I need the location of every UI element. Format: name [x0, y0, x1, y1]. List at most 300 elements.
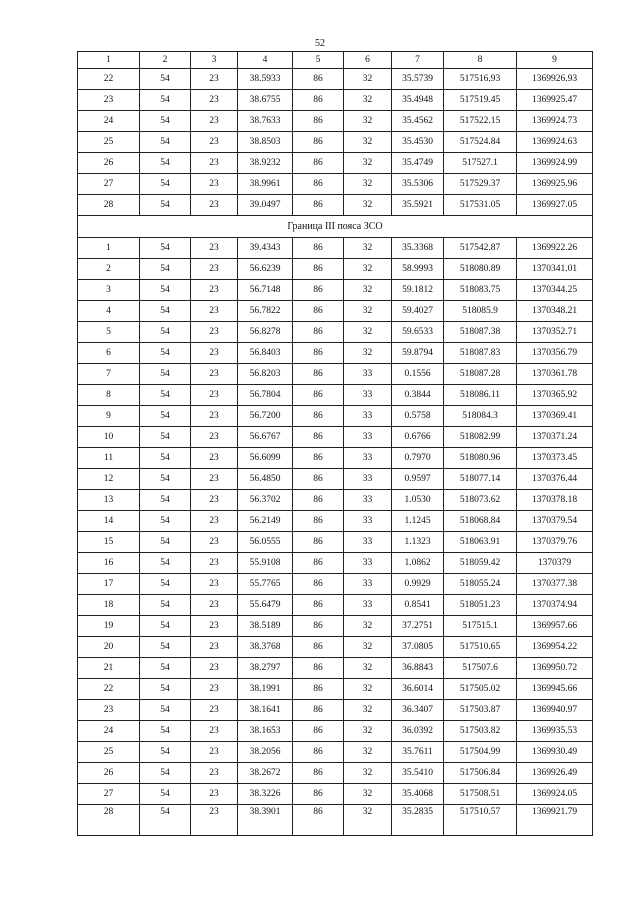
table-row: [78, 511, 593, 532]
table-cell: 25: [78, 742, 140, 763]
table-cell: 54: [140, 90, 191, 111]
table-cell: 23: [191, 111, 238, 132]
table-cell: 38.7633: [238, 111, 293, 132]
table-cell: 54: [140, 805, 191, 836]
table-row: [78, 153, 593, 174]
table-cell: 0.1556: [392, 364, 444, 385]
table-cell: 23: [191, 784, 238, 805]
table-cell: 59.6533: [392, 322, 444, 343]
table-cell: 37.0805: [392, 637, 444, 658]
table-cell: 27: [78, 174, 140, 195]
table-cell: 6: [78, 343, 140, 364]
table-cell: 2: [78, 259, 140, 280]
table-cell: 86: [293, 511, 344, 532]
table-cell: 86: [293, 532, 344, 553]
table-cell: 26: [78, 763, 140, 784]
table-cell: 517531.05: [444, 195, 517, 216]
table-row: [78, 490, 593, 511]
table-cell: 517505.02: [444, 679, 517, 700]
table-cell: 86: [293, 174, 344, 195]
table-cell: 36.3407: [392, 700, 444, 721]
table-cell: 86: [293, 69, 344, 90]
table-cell: 23: [191, 553, 238, 574]
table-cell: 18: [78, 595, 140, 616]
table-cell: 517516.93: [444, 69, 517, 90]
table-cell: 1370379: [517, 553, 593, 574]
table-cell: 35.2835: [392, 805, 444, 836]
table-cell: 23: [191, 343, 238, 364]
table-cell: 54: [140, 322, 191, 343]
table-cell: 23: [78, 700, 140, 721]
table-cell: 32: [344, 301, 392, 322]
table-cell: 1370341.01: [517, 259, 593, 280]
table-cell: 518087.83: [444, 343, 517, 364]
table-cell: 13: [78, 490, 140, 511]
table-cell: 1.1323: [392, 532, 444, 553]
table-cell: 1370374.94: [517, 595, 593, 616]
table-cell: 1369957.66: [517, 616, 593, 637]
table-cell: 32: [344, 259, 392, 280]
table-cell: 32: [344, 153, 392, 174]
table-cell: 23: [191, 742, 238, 763]
table-cell: 86: [293, 132, 344, 153]
table-cell: 86: [293, 679, 344, 700]
table-cell: 56.8278: [238, 322, 293, 343]
table-cell: 1369924.63: [517, 132, 593, 153]
table-cell: 0.3844: [392, 385, 444, 406]
table-cell: 20: [78, 637, 140, 658]
table-cell: 1369927.05: [517, 195, 593, 216]
table-cell: 23: [191, 448, 238, 469]
table-cell: 33: [344, 490, 392, 511]
table-row: [78, 364, 593, 385]
table-cell: 23: [191, 763, 238, 784]
table-cell: 86: [293, 322, 344, 343]
table-cell: 518055.24: [444, 574, 517, 595]
table-cell: 86: [293, 742, 344, 763]
table-cell: 56.7804: [238, 385, 293, 406]
table-cell: 32: [344, 784, 392, 805]
table-row: [78, 280, 593, 301]
column-header: 4: [238, 52, 293, 69]
table-cell: 86: [293, 805, 344, 836]
table-cell: 1369924.99: [517, 153, 593, 174]
table-cell: 1369922.26: [517, 238, 593, 259]
table-cell: 518063.91: [444, 532, 517, 553]
table-cell: 10: [78, 427, 140, 448]
table-row: [78, 69, 593, 90]
table-cell: 86: [293, 637, 344, 658]
table-cell: 54: [140, 406, 191, 427]
table-row: [78, 238, 593, 259]
column-header: 8: [444, 52, 517, 69]
table-row: [78, 700, 593, 721]
table-cell: 23: [78, 90, 140, 111]
table-cell: 28: [78, 805, 140, 836]
coordinates-table: [77, 51, 593, 836]
table-cell: 54: [140, 553, 191, 574]
table-cell: 518087.38: [444, 322, 517, 343]
table-cell: 54: [140, 469, 191, 490]
table-cell: 54: [140, 784, 191, 805]
table-cell: 24: [78, 111, 140, 132]
table-cell: 518086.11: [444, 385, 517, 406]
table-cell: 54: [140, 595, 191, 616]
table-cell: 23: [191, 153, 238, 174]
table-cell: 1370344.25: [517, 280, 593, 301]
table-cell: 54: [140, 364, 191, 385]
table-cell: 36.8843: [392, 658, 444, 679]
table-cell: 1370379.54: [517, 511, 593, 532]
table-cell: 17: [78, 574, 140, 595]
table-cell: 33: [344, 385, 392, 406]
table-cell: 23: [191, 658, 238, 679]
table-cell: 33: [344, 511, 392, 532]
table-cell: 1369945.66: [517, 679, 593, 700]
table-cell: 517519.45: [444, 90, 517, 111]
table-cell: 54: [140, 427, 191, 448]
table-cell: 1370348.21: [517, 301, 593, 322]
table-cell: 22: [78, 679, 140, 700]
table-cell: 517510.65: [444, 637, 517, 658]
table-cell: 23: [191, 469, 238, 490]
table-cell: 86: [293, 427, 344, 448]
table-cell: 4: [78, 301, 140, 322]
table-cell: 1370379.76: [517, 532, 593, 553]
table-cell: 517506.84: [444, 763, 517, 784]
table-row: [78, 385, 593, 406]
table-cell: 1369935.53: [517, 721, 593, 742]
table-cell: 26: [78, 153, 140, 174]
table-cell: 86: [293, 448, 344, 469]
table-cell: 1370361.78: [517, 364, 593, 385]
table-cell: 7: [78, 364, 140, 385]
column-header: 9: [517, 52, 593, 69]
table-cell: 32: [344, 742, 392, 763]
table-row: [78, 448, 593, 469]
table-row: [78, 574, 593, 595]
table-cell: 518051.23: [444, 595, 517, 616]
table-row: [78, 658, 593, 679]
table-cell: 32: [344, 679, 392, 700]
table-cell: 32: [344, 805, 392, 836]
table-cell: 38.5933: [238, 69, 293, 90]
table-cell: 27: [78, 784, 140, 805]
table-cell: 32: [344, 69, 392, 90]
table-cell: 56.6767: [238, 427, 293, 448]
table-cell: 23: [191, 805, 238, 836]
table-cell: 15: [78, 532, 140, 553]
table-cell: 23: [191, 616, 238, 637]
table-cell: 33: [344, 532, 392, 553]
table-cell: 38.5189: [238, 616, 293, 637]
table-cell: 38.8503: [238, 132, 293, 153]
table-row: [78, 111, 593, 132]
column-header: 6: [344, 52, 392, 69]
table-row: [78, 742, 593, 763]
table-cell: 54: [140, 238, 191, 259]
table-cell: 23: [191, 174, 238, 195]
table-cell: 54: [140, 385, 191, 406]
table-cell: 37.2751: [392, 616, 444, 637]
table-cell: 0.9597: [392, 469, 444, 490]
table-cell: 23: [191, 90, 238, 111]
table-cell: 32: [344, 195, 392, 216]
table-cell: 1370369.41: [517, 406, 593, 427]
table-cell: 32: [344, 700, 392, 721]
table-cell: 56.2149: [238, 511, 293, 532]
column-header: 1: [78, 52, 140, 69]
table-cell: 86: [293, 385, 344, 406]
table-cell: 23: [191, 69, 238, 90]
table-cell: 1370376.44: [517, 469, 593, 490]
table-cell: 54: [140, 111, 191, 132]
table-cell: 86: [293, 553, 344, 574]
table-row: [78, 322, 593, 343]
table-cell: 33: [344, 427, 392, 448]
table-cell: 517510.57: [444, 805, 517, 836]
table-cell: 0.8541: [392, 595, 444, 616]
table-cell: 517524.84: [444, 132, 517, 153]
table-cell: 35.4068: [392, 784, 444, 805]
table-cell: 54: [140, 721, 191, 742]
table-cell: 32: [344, 616, 392, 637]
table-cell: 32: [344, 238, 392, 259]
table-cell: 35.4562: [392, 111, 444, 132]
table-row: [78, 343, 593, 364]
table-cell: 23: [191, 490, 238, 511]
table-cell: 38.3901: [238, 805, 293, 836]
table-row: [78, 784, 593, 805]
table-row: [78, 637, 593, 658]
table-cell: 86: [293, 301, 344, 322]
table-cell: 54: [140, 259, 191, 280]
table-cell: 23: [191, 595, 238, 616]
table-cell: 23: [191, 721, 238, 742]
table-cell: 54: [140, 195, 191, 216]
table-cell: 23: [191, 532, 238, 553]
table-cell: 1: [78, 238, 140, 259]
table-cell: 54: [140, 69, 191, 90]
table-cell: 32: [344, 132, 392, 153]
table-cell: 1.1245: [392, 511, 444, 532]
table-cell: 23: [191, 238, 238, 259]
table-cell: 1370365.92: [517, 385, 593, 406]
table-cell: 0.7970: [392, 448, 444, 469]
table-cell: 59.4027: [392, 301, 444, 322]
table-cell: 36.6014: [392, 679, 444, 700]
table-cell: 35.3368: [392, 238, 444, 259]
table-cell: 56.0555: [238, 532, 293, 553]
table-cell: 22: [78, 69, 140, 90]
table-cell: 86: [293, 406, 344, 427]
table-cell: 517542.87: [444, 238, 517, 259]
table-cell: 38.2797: [238, 658, 293, 679]
table-cell: 518068.84: [444, 511, 517, 532]
table-cell: 14: [78, 511, 140, 532]
table-cell: 38.1641: [238, 700, 293, 721]
table-row: [78, 427, 593, 448]
table-cell: 54: [140, 574, 191, 595]
table-cell: 518080.96: [444, 448, 517, 469]
column-header: 3: [191, 52, 238, 69]
table-cell: 32: [344, 343, 392, 364]
table-cell: 0.9929: [392, 574, 444, 595]
table-cell: 56.7822: [238, 301, 293, 322]
table-cell: 32: [344, 280, 392, 301]
table-row: [78, 553, 593, 574]
table-cell: 518077.14: [444, 469, 517, 490]
table-cell: 54: [140, 532, 191, 553]
table-cell: 33: [344, 595, 392, 616]
table-cell: 35.7611: [392, 742, 444, 763]
table-cell: 23: [191, 301, 238, 322]
table-cell: 23: [191, 195, 238, 216]
table-cell: 0.5758: [392, 406, 444, 427]
table-cell: 35.4749: [392, 153, 444, 174]
table-row: [78, 763, 593, 784]
table-cell: 54: [140, 490, 191, 511]
table-cell: 86: [293, 343, 344, 364]
header-row: [78, 52, 593, 69]
table-cell: 1369925.96: [517, 174, 593, 195]
table-cell: 5: [78, 322, 140, 343]
table-cell: 35.5410: [392, 763, 444, 784]
table-cell: 86: [293, 784, 344, 805]
table-cell: 33: [344, 469, 392, 490]
table-cell: 1370378.18: [517, 490, 593, 511]
table-cell: 1.0862: [392, 553, 444, 574]
table-cell: 517522.15: [444, 111, 517, 132]
table-cell: 23: [191, 427, 238, 448]
table-cell: 1369921.79: [517, 805, 593, 836]
table-cell: 55.6479: [238, 595, 293, 616]
table-cell: 54: [140, 343, 191, 364]
table-cell: 23: [191, 385, 238, 406]
table-cell: 56.8203: [238, 364, 293, 385]
table-row: [78, 679, 593, 700]
table-cell: 23: [191, 511, 238, 532]
table-cell: 1.0530: [392, 490, 444, 511]
table-cell: 38.1653: [238, 721, 293, 742]
table-cell: 86: [293, 153, 344, 174]
table-row: [78, 469, 593, 490]
table-row: [78, 195, 593, 216]
table-cell: 28: [78, 195, 140, 216]
table-cell: 517527.1: [444, 153, 517, 174]
table-cell: 517529.37: [444, 174, 517, 195]
table-cell: 1369924.73: [517, 111, 593, 132]
table-cell: 59.1812: [392, 280, 444, 301]
table-cell: 16: [78, 553, 140, 574]
table-cell: 86: [293, 195, 344, 216]
table-cell: 24: [78, 721, 140, 742]
table-cell: 86: [293, 616, 344, 637]
table-row: [78, 532, 593, 553]
section-row: [78, 216, 593, 238]
table-cell: 0.6766: [392, 427, 444, 448]
table-cell: 517508.51: [444, 784, 517, 805]
table-cell: 59.8794: [392, 343, 444, 364]
table-cell: 517503.82: [444, 721, 517, 742]
table-cell: 12: [78, 469, 140, 490]
table-cell: 55.7765: [238, 574, 293, 595]
table-cell: 23: [191, 364, 238, 385]
table-cell: 54: [140, 132, 191, 153]
table-cell: 86: [293, 574, 344, 595]
table-cell: 19: [78, 616, 140, 637]
table-cell: 1370377.38: [517, 574, 593, 595]
table-cell: 518087.28: [444, 364, 517, 385]
table-cell: 35.5921: [392, 195, 444, 216]
table-cell: 86: [293, 111, 344, 132]
table-row: [78, 721, 593, 742]
table-cell: 38.9961: [238, 174, 293, 195]
table-cell: 1369924.05: [517, 784, 593, 805]
table-cell: 35.4530: [392, 132, 444, 153]
table-cell: 1369954.22: [517, 637, 593, 658]
table-cell: 86: [293, 90, 344, 111]
table-row: [78, 132, 593, 153]
table-cell: 32: [344, 322, 392, 343]
table-cell: 33: [344, 553, 392, 574]
table-row: [78, 805, 593, 836]
table-row: [78, 174, 593, 195]
table-cell: 56.7148: [238, 280, 293, 301]
table-cell: 517504.99: [444, 742, 517, 763]
table-cell: 518083.75: [444, 280, 517, 301]
table-cell: 54: [140, 301, 191, 322]
table-cell: 56.7200: [238, 406, 293, 427]
table-row: [78, 301, 593, 322]
table-cell: 32: [344, 637, 392, 658]
table-row: [78, 259, 593, 280]
table-cell: 56.4850: [238, 469, 293, 490]
table-cell: 54: [140, 700, 191, 721]
table-cell: 518059.42: [444, 553, 517, 574]
table-cell: 54: [140, 174, 191, 195]
table-cell: 86: [293, 280, 344, 301]
column-header: 2: [140, 52, 191, 69]
table-cell: 38.9232: [238, 153, 293, 174]
table-cell: 3: [78, 280, 140, 301]
table-cell: 1370371.24: [517, 427, 593, 448]
table-cell: 32: [344, 174, 392, 195]
table-cell: 86: [293, 469, 344, 490]
table-cell: 23: [191, 259, 238, 280]
table-cell: 36.0392: [392, 721, 444, 742]
table-cell: 54: [140, 679, 191, 700]
table-cell: 33: [344, 364, 392, 385]
table-cell: 518082.99: [444, 427, 517, 448]
table-cell: 39.4343: [238, 238, 293, 259]
table-cell: 86: [293, 595, 344, 616]
table-cell: 32: [344, 658, 392, 679]
table-cell: 517503.87: [444, 700, 517, 721]
table-cell: 1370352.71: [517, 322, 593, 343]
table-cell: 518080.89: [444, 259, 517, 280]
table-cell: 518085.9: [444, 301, 517, 322]
table-cell: 38.2056: [238, 742, 293, 763]
table-cell: 86: [293, 259, 344, 280]
table-cell: 23: [191, 406, 238, 427]
table-cell: 518084.3: [444, 406, 517, 427]
table-cell: 21: [78, 658, 140, 679]
table-cell: 1369930.49: [517, 742, 593, 763]
table-cell: 23: [191, 574, 238, 595]
table-cell: 39.0497: [238, 195, 293, 216]
table-cell: 55.9108: [238, 553, 293, 574]
